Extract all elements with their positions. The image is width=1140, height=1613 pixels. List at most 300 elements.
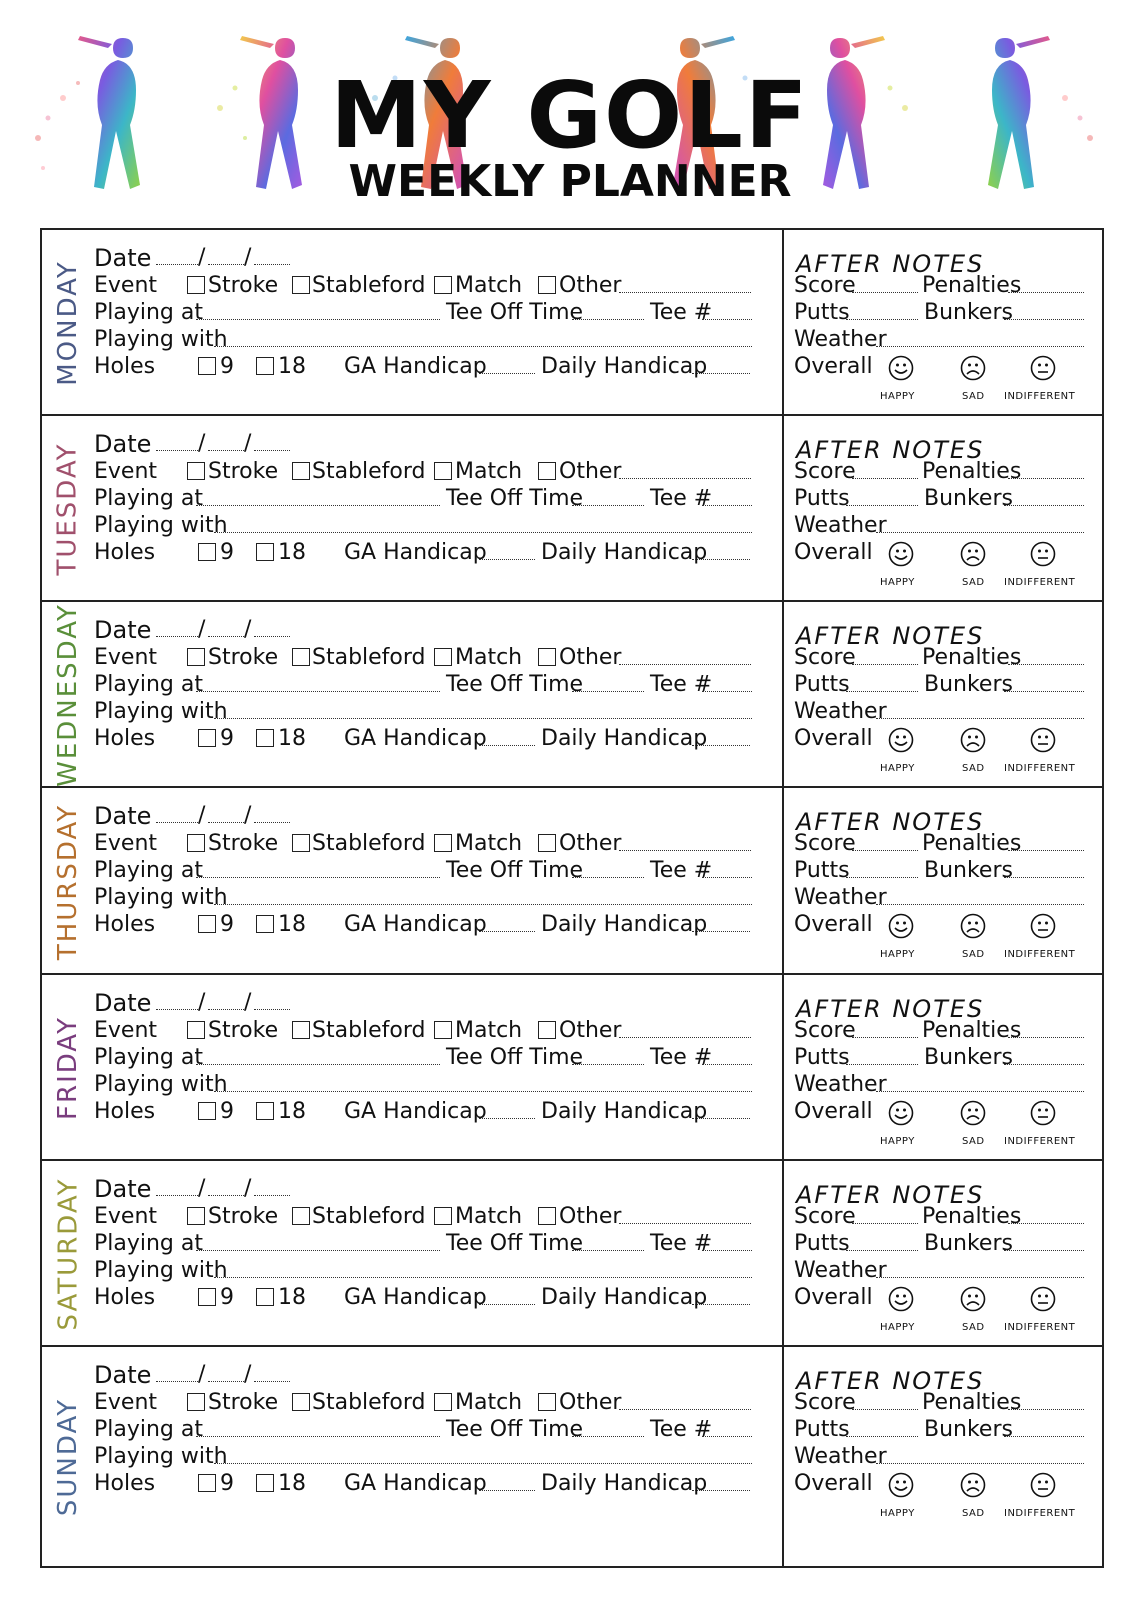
stableford-checkbox[interactable] [292, 1207, 310, 1225]
date-month-field[interactable] [208, 636, 244, 637]
day-label [48, 1347, 88, 1566]
page-subtitle: WEEKLY PLANNER [348, 156, 792, 207]
playing-with-line [94, 698, 819, 726]
weather-line [794, 512, 1094, 540]
weather-field[interactable] [876, 532, 1084, 533]
other-checkbox[interactable] [538, 1393, 556, 1411]
weather-label: Weather [794, 327, 887, 352]
putts-field[interactable] [846, 877, 918, 878]
after-notes-title: AFTER NOTES [796, 250, 985, 278]
date-year-field[interactable] [254, 1381, 290, 1382]
nine-holes-checkbox[interactable] [198, 357, 216, 375]
penalties-label: Penalties [922, 273, 1022, 298]
event-label: Event [94, 273, 158, 298]
putts-label: Putts [794, 486, 850, 511]
date-line [94, 1175, 819, 1203]
other-checkbox[interactable] [538, 834, 556, 852]
daily-handicap-field[interactable] [692, 931, 750, 932]
ga-handicap-field[interactable] [479, 745, 535, 746]
date-year-field[interactable] [254, 1195, 290, 1196]
stableford-checkbox[interactable] [292, 276, 310, 294]
other-checkbox[interactable] [538, 1021, 556, 1039]
holes-line [94, 1098, 819, 1126]
eighteen-holes-checkbox[interactable] [256, 1288, 274, 1306]
sad-face-icon[interactable] [960, 541, 986, 567]
bunkers-field[interactable] [1004, 1436, 1084, 1437]
holes-label: Holes [94, 912, 156, 937]
daily-handicap-field[interactable] [692, 559, 750, 560]
sad-caption: SAD [962, 1322, 985, 1333]
event-line [94, 830, 819, 858]
date-line [94, 989, 819, 1017]
indifferent-face-icon[interactable] [1030, 1286, 1056, 1312]
overall-label: Overall [794, 1099, 873, 1124]
stableford-checkbox[interactable] [292, 648, 310, 666]
date-slash: / [198, 990, 206, 1015]
stableford-checkbox[interactable] [292, 1393, 310, 1411]
date-slash: / [198, 617, 206, 642]
day-row-tuesday [42, 416, 1102, 602]
sad-face-icon[interactable] [960, 355, 986, 381]
happy-face-icon[interactable] [888, 1472, 914, 1498]
eighteen-holes-label: 18 [278, 1099, 306, 1124]
other-field[interactable] [619, 292, 751, 293]
playing-at-label: Playing at [94, 1417, 204, 1442]
daily-handicap-field[interactable] [692, 1118, 750, 1119]
happy-face-icon[interactable] [888, 541, 914, 567]
sad-caption: SAD [962, 577, 985, 588]
round-details [94, 416, 819, 607]
score-field[interactable] [852, 664, 918, 665]
penalties-label: Penalties [922, 1390, 1022, 1415]
date-slash: / [198, 803, 206, 828]
weather-field[interactable] [876, 718, 1084, 719]
happy-caption: HAPPY [880, 763, 915, 774]
playing-with-label: Playing with [94, 327, 228, 352]
score-field[interactable] [852, 850, 918, 851]
eighteen-holes-checkbox[interactable] [256, 1102, 274, 1120]
match-checkbox[interactable] [434, 834, 452, 852]
tee-number-field[interactable] [702, 1250, 752, 1251]
weather-label: Weather [794, 1072, 887, 1097]
ga-handicap-field[interactable] [479, 1304, 535, 1305]
day-name: THURSDAY [53, 803, 83, 960]
after-notes [782, 602, 1102, 788]
other-field[interactable] [619, 1409, 751, 1410]
date-day-field[interactable] [156, 636, 198, 637]
eighteen-holes-checkbox[interactable] [256, 543, 274, 561]
overall-label: Overall [794, 912, 873, 937]
after-notes-title: AFTER NOTES [796, 995, 985, 1023]
weather-field[interactable] [876, 1277, 1084, 1278]
match-checkbox[interactable] [434, 1393, 452, 1411]
date-month-field[interactable] [208, 1195, 244, 1196]
stableford-checkbox[interactable] [292, 462, 310, 480]
day-name: MONDAY [53, 260, 83, 386]
playing-at-field[interactable] [196, 1064, 440, 1065]
playing-with-label: Playing with [94, 1444, 228, 1469]
sad-face-icon[interactable] [960, 727, 986, 753]
putts-field[interactable] [846, 1250, 918, 1251]
stableford-label: Stableford [312, 1204, 426, 1229]
stableford-label: Stableford [312, 273, 426, 298]
date-day-field[interactable] [156, 1381, 198, 1382]
bunkers-field[interactable] [1004, 877, 1084, 878]
ga-handicap-field[interactable] [479, 931, 535, 932]
ga-handicap-field[interactable] [479, 1490, 535, 1491]
sad-caption: SAD [962, 1508, 985, 1519]
date-year-field[interactable] [254, 1009, 290, 1010]
event-line [94, 644, 819, 672]
date-month-field[interactable] [208, 1009, 244, 1010]
date-month-field[interactable] [208, 822, 244, 823]
event-label: Event [94, 459, 158, 484]
date-label: Date [94, 1361, 152, 1389]
playing-with-label: Playing with [94, 1072, 228, 1097]
indifferent-face-icon[interactable] [1030, 727, 1056, 753]
date-day-field[interactable] [156, 264, 198, 265]
penalties-label: Penalties [922, 459, 1022, 484]
date-label: Date [94, 989, 152, 1017]
stableford-checkbox[interactable] [292, 834, 310, 852]
eighteen-holes-checkbox[interactable] [256, 357, 274, 375]
happy-face-icon[interactable] [888, 727, 914, 753]
stroke-checkbox[interactable] [187, 1021, 205, 1039]
date-slash: / [198, 1176, 206, 1201]
score-label: Score [794, 831, 856, 856]
tee-off-time-field[interactable] [572, 1064, 644, 1065]
playing-at-line [94, 1044, 819, 1072]
sad-face-icon[interactable] [960, 1286, 986, 1312]
bunkers-field[interactable] [1004, 319, 1084, 320]
weather-field[interactable] [876, 346, 1084, 347]
sad-face-icon[interactable] [960, 913, 986, 939]
overall-label: Overall [794, 1471, 873, 1496]
ga-handicap-field[interactable] [479, 373, 535, 374]
weather-field[interactable] [876, 1091, 1084, 1092]
overall-line [794, 539, 1094, 587]
penalties-field[interactable] [1008, 850, 1084, 851]
ga-handicap-field[interactable] [479, 559, 535, 560]
date-day-field[interactable] [156, 450, 198, 451]
nine-holes-checkbox[interactable] [198, 1288, 216, 1306]
weather-label: Weather [794, 1444, 887, 1469]
penalties-label: Penalties [922, 645, 1022, 670]
daily-handicap-label: Daily Handicap [541, 1285, 708, 1310]
stroke-checkbox[interactable] [187, 648, 205, 666]
tee-off-time-field[interactable] [572, 877, 644, 878]
stableford-label: Stableford [312, 645, 426, 670]
nine-holes-checkbox[interactable] [198, 543, 216, 561]
date-year-field[interactable] [254, 636, 290, 637]
stableford-checkbox[interactable] [292, 1021, 310, 1039]
indifferent-face-icon[interactable] [1030, 913, 1056, 939]
date-day-field[interactable] [156, 822, 198, 823]
tee-off-time-field[interactable] [572, 1436, 644, 1437]
playing-with-line [94, 326, 819, 354]
eighteen-holes-checkbox[interactable] [256, 915, 274, 933]
playing-at-label: Playing at [94, 858, 204, 883]
tee-number-field[interactable] [702, 1064, 752, 1065]
date-month-field[interactable] [208, 264, 244, 265]
other-field[interactable] [619, 478, 751, 479]
other-checkbox[interactable] [538, 1207, 556, 1225]
putts-field[interactable] [846, 691, 918, 692]
ga-handicap-field[interactable] [479, 1118, 535, 1119]
other-label: Other [559, 1204, 622, 1229]
nine-holes-checkbox[interactable] [198, 915, 216, 933]
date-year-field[interactable] [254, 264, 290, 265]
tee-off-time-field[interactable] [572, 1250, 644, 1251]
stroke-checkbox[interactable] [187, 276, 205, 294]
date-month-field[interactable] [208, 450, 244, 451]
playing-with-field[interactable] [214, 1277, 752, 1278]
day-name: SATURDAY [53, 1177, 84, 1331]
daily-handicap-field[interactable] [692, 745, 750, 746]
date-day-field[interactable] [156, 1195, 198, 1196]
playing-at-field[interactable] [196, 1250, 440, 1251]
putts-line [794, 1230, 1094, 1258]
sad-face-icon[interactable] [960, 1472, 986, 1498]
playing-with-field[interactable] [214, 1463, 752, 1464]
overall-line [794, 725, 1094, 773]
tee-number-label: Tee # [650, 1231, 713, 1256]
weather-line [794, 1443, 1094, 1471]
bunkers-field[interactable] [1004, 1064, 1084, 1065]
match-label: Match [455, 1204, 523, 1229]
tee-off-time-field[interactable] [572, 505, 644, 506]
indifferent-caption: INDIFFERENT [1004, 391, 1076, 402]
daily-handicap-label: Daily Handicap [541, 540, 708, 565]
date-line [94, 430, 819, 458]
tee-off-time-field[interactable] [572, 691, 644, 692]
daily-handicap-field[interactable] [692, 373, 750, 374]
playing-with-field[interactable] [214, 532, 752, 533]
indifferent-face-icon[interactable] [1030, 1100, 1056, 1126]
happy-face-icon[interactable] [888, 1286, 914, 1312]
date-month-field[interactable] [208, 1381, 244, 1382]
other-field[interactable] [619, 1037, 751, 1038]
playing-with-field[interactable] [214, 718, 752, 719]
score-line [794, 458, 1094, 486]
nine-holes-checkbox[interactable] [198, 729, 216, 747]
stroke-checkbox[interactable] [187, 1207, 205, 1225]
overall-label: Overall [794, 354, 873, 379]
putts-label: Putts [794, 1231, 850, 1256]
nine-holes-label: 9 [220, 1099, 234, 1124]
round-details [94, 1347, 819, 1538]
penalties-field[interactable] [1008, 478, 1084, 479]
daily-handicap-label: Daily Handicap [541, 726, 708, 751]
after-notes-title: AFTER NOTES [796, 436, 985, 464]
score-line [794, 830, 1094, 858]
penalties-field[interactable] [1008, 1223, 1084, 1224]
putts-label: Putts [794, 1417, 850, 1442]
playing-at-field[interactable] [196, 877, 440, 878]
weather-label: Weather [794, 885, 887, 910]
eighteen-holes-checkbox[interactable] [256, 729, 274, 747]
weather-field[interactable] [876, 1463, 1084, 1464]
match-label: Match [455, 645, 523, 670]
stroke-label: Stroke [208, 459, 279, 484]
score-field[interactable] [852, 1409, 918, 1410]
indifferent-caption: INDIFFERENT [1004, 763, 1076, 774]
date-line [94, 244, 819, 272]
happy-face-icon[interactable] [888, 355, 914, 381]
putts-line [794, 671, 1094, 699]
sad-caption: SAD [962, 949, 985, 960]
round-details [94, 788, 819, 979]
day-label [48, 416, 88, 602]
penalties-field[interactable] [1008, 292, 1084, 293]
holes-line [94, 1284, 819, 1312]
playing-at-label: Playing at [94, 672, 204, 697]
date-year-field[interactable] [254, 450, 290, 451]
indifferent-face-icon[interactable] [1030, 541, 1056, 567]
match-checkbox[interactable] [434, 1207, 452, 1225]
tee-number-label: Tee # [650, 858, 713, 883]
tee-number-field[interactable] [702, 505, 752, 506]
tee-off-time-field[interactable] [572, 319, 644, 320]
score-field[interactable] [852, 1223, 918, 1224]
other-field[interactable] [619, 664, 751, 665]
playing-with-field[interactable] [214, 904, 752, 905]
day-row-sunday [42, 1347, 1102, 1566]
sad-face-icon[interactable] [960, 1100, 986, 1126]
tee-number-field[interactable] [702, 1436, 752, 1437]
nine-holes-checkbox[interactable] [198, 1102, 216, 1120]
playing-at-label: Playing at [94, 1045, 204, 1070]
playing-with-field[interactable] [214, 346, 752, 347]
date-slash: / [198, 1362, 206, 1387]
weather-line [794, 884, 1094, 912]
other-field[interactable] [619, 1223, 751, 1224]
score-field[interactable] [852, 478, 918, 479]
score-line [794, 1389, 1094, 1417]
bunkers-field[interactable] [1004, 1250, 1084, 1251]
nine-holes-checkbox[interactable] [198, 1474, 216, 1492]
putts-label: Putts [794, 300, 850, 325]
daily-handicap-label: Daily Handicap [541, 912, 708, 937]
date-slash: / [244, 803, 252, 828]
happy-face-icon[interactable] [888, 1100, 914, 1126]
day-label [48, 975, 88, 1161]
daily-handicap-label: Daily Handicap [541, 1099, 708, 1124]
indifferent-face-icon[interactable] [1030, 355, 1056, 381]
other-label: Other [559, 459, 622, 484]
nine-holes-label: 9 [220, 726, 234, 751]
after-notes [782, 1347, 1102, 1566]
stroke-checkbox[interactable] [187, 834, 205, 852]
day-name: SUNDAY [53, 1397, 84, 1516]
score-field[interactable] [852, 1037, 918, 1038]
playing-with-label: Playing with [94, 885, 228, 910]
eighteen-holes-label: 18 [278, 354, 306, 379]
penalties-field[interactable] [1008, 1409, 1084, 1410]
happy-caption: HAPPY [880, 949, 915, 960]
other-label: Other [559, 1018, 622, 1043]
score-field[interactable] [852, 292, 918, 293]
indifferent-face-icon[interactable] [1030, 1472, 1056, 1498]
date-slash: / [244, 1176, 252, 1201]
after-notes-title: AFTER NOTES [796, 622, 985, 650]
playing-at-field[interactable] [196, 691, 440, 692]
putts-field[interactable] [846, 1064, 918, 1065]
day-name: WEDNESDAY [53, 603, 83, 787]
playing-with-line [94, 512, 819, 540]
stroke-checkbox[interactable] [187, 462, 205, 480]
bunkers-field[interactable] [1004, 505, 1084, 506]
penalties-field[interactable] [1008, 1037, 1084, 1038]
tee-number-field[interactable] [702, 691, 752, 692]
holes-label: Holes [94, 1099, 156, 1124]
playing-at-line [94, 1230, 819, 1258]
after-notes [782, 788, 1102, 975]
round-details [94, 230, 819, 421]
other-checkbox[interactable] [538, 648, 556, 666]
weather-field[interactable] [876, 904, 1084, 905]
holes-label: Holes [94, 354, 156, 379]
match-checkbox[interactable] [434, 276, 452, 294]
date-day-field[interactable] [156, 1009, 198, 1010]
playing-at-field[interactable] [196, 505, 440, 506]
playing-at-line [94, 671, 819, 699]
other-field[interactable] [619, 850, 751, 851]
playing-at-field[interactable] [196, 319, 440, 320]
daily-handicap-field[interactable] [692, 1490, 750, 1491]
match-label: Match [455, 1018, 523, 1043]
eighteen-holes-label: 18 [278, 1471, 306, 1496]
penalties-label: Penalties [922, 1204, 1022, 1229]
overall-line [794, 353, 1094, 401]
tee-number-field[interactable] [702, 319, 752, 320]
stroke-checkbox[interactable] [187, 1393, 205, 1411]
daily-handicap-field[interactable] [692, 1304, 750, 1305]
tee-number-field[interactable] [702, 877, 752, 878]
happy-caption: HAPPY [880, 1508, 915, 1519]
tee-off-time-label: Tee Off Time [446, 1045, 584, 1070]
after-notes-title: AFTER NOTES [796, 808, 985, 836]
day-row-thursday [42, 788, 1102, 975]
playing-with-field[interactable] [214, 1091, 752, 1092]
happy-caption: HAPPY [880, 1136, 915, 1147]
match-checkbox[interactable] [434, 648, 452, 666]
date-label: Date [94, 430, 152, 458]
match-checkbox[interactable] [434, 462, 452, 480]
other-checkbox[interactable] [538, 276, 556, 294]
score-label: Score [794, 273, 856, 298]
playing-at-field[interactable] [196, 1436, 440, 1437]
putts-field[interactable] [846, 505, 918, 506]
eighteen-holes-checkbox[interactable] [256, 1474, 274, 1492]
event-line [94, 458, 819, 486]
other-label: Other [559, 645, 622, 670]
penalties-label: Penalties [922, 831, 1022, 856]
playing-at-label: Playing at [94, 300, 204, 325]
other-checkbox[interactable] [538, 462, 556, 480]
match-checkbox[interactable] [434, 1021, 452, 1039]
putts-field[interactable] [846, 1436, 918, 1437]
happy-face-icon[interactable] [888, 913, 914, 939]
bunkers-field[interactable] [1004, 691, 1084, 692]
playing-with-label: Playing with [94, 699, 228, 724]
putts-field[interactable] [846, 319, 918, 320]
playing-at-label: Playing at [94, 1231, 204, 1256]
daily-handicap-label: Daily Handicap [541, 354, 708, 379]
holes-line [94, 539, 819, 567]
penalties-field[interactable] [1008, 664, 1084, 665]
date-year-field[interactable] [254, 822, 290, 823]
